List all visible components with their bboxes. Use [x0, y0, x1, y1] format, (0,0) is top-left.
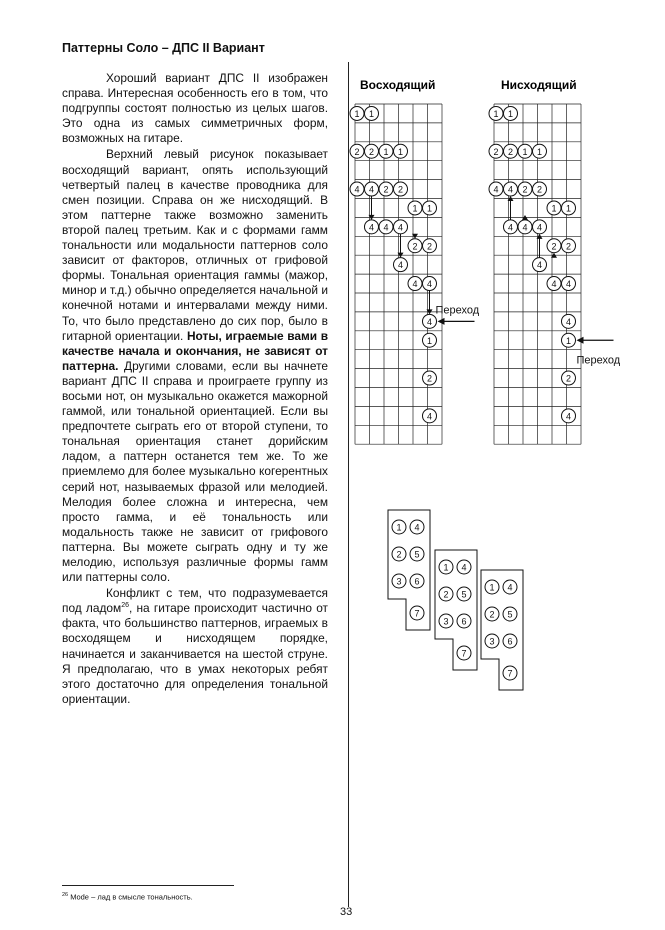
page-number: 33 — [340, 906, 353, 918]
descending-label: Нисходящий — [501, 78, 577, 92]
ascending-note — [423, 333, 437, 347]
descending-note — [547, 239, 561, 253]
ascending-label: Восходящий — [360, 78, 436, 92]
svg-text:1: 1 — [412, 203, 418, 214]
ascending-note — [394, 258, 408, 272]
descending-note — [504, 106, 518, 120]
ascending-note — [423, 239, 437, 253]
descending-note — [489, 144, 503, 158]
group-note — [503, 580, 517, 594]
note-group-2 — [435, 550, 477, 670]
svg-text:2: 2 — [426, 373, 433, 384]
descending-note — [518, 220, 532, 234]
ascending-note — [365, 220, 379, 234]
descending-note — [489, 182, 503, 196]
ascending-note — [350, 106, 364, 120]
descending-note — [562, 333, 576, 347]
group-note — [392, 547, 406, 561]
ascending-note — [379, 182, 393, 196]
svg-text:1: 1 — [368, 108, 375, 119]
svg-text:1: 1 — [396, 522, 402, 533]
paragraph-3-text-b: , на гитаре происходит частично от факта, что большинство паттернов, играемых в восходящем и нисходящем порядке, начинается и заканчивается на шестой струне. Я предполагаю, что в умах некоторых ребят этого достаточно для определения тональной ориентации. — [62, 601, 329, 706]
svg-text:6: 6 — [461, 616, 467, 627]
pattern-figure — [340, 64, 665, 714]
svg-text:4: 4 — [397, 222, 404, 233]
svg-text:4: 4 — [414, 522, 420, 533]
descending-note — [562, 314, 576, 328]
svg-text:2: 2 — [354, 146, 360, 157]
group-note — [392, 574, 406, 588]
svg-text:7: 7 — [507, 668, 513, 679]
descending-note — [489, 106, 503, 120]
svg-text:1: 1 — [489, 582, 495, 593]
svg-text:4: 4 — [551, 279, 557, 290]
svg-text:2: 2 — [565, 241, 572, 252]
descending-note — [504, 182, 518, 196]
group-note — [503, 666, 517, 680]
svg-text:1: 1 — [507, 108, 514, 119]
svg-text:4: 4 — [565, 279, 572, 290]
group-note — [457, 646, 471, 660]
svg-text:4: 4 — [412, 279, 418, 290]
ascending-note — [423, 314, 437, 328]
svg-text:4: 4 — [565, 316, 572, 327]
descending-note — [562, 201, 576, 215]
svg-text:1: 1 — [397, 146, 404, 157]
ascending-note — [408, 277, 422, 291]
ascending-note — [423, 277, 437, 291]
group-note — [503, 634, 517, 648]
svg-text:7: 7 — [461, 648, 467, 659]
svg-text:1: 1 — [354, 108, 360, 119]
ascending-note — [350, 144, 364, 158]
svg-text:2: 2 — [368, 146, 375, 157]
group-note — [503, 607, 517, 621]
svg-text:1: 1 — [565, 203, 572, 214]
descending-note — [533, 182, 547, 196]
descending-note — [504, 144, 518, 158]
descending-note — [562, 409, 576, 423]
svg-text:1: 1 — [551, 203, 557, 214]
svg-text:4: 4 — [507, 222, 514, 233]
paragraph-2-text-b: Другими словами, если вы начнете вариант ДПС II справа и проиграете группу из восьми нот, он музыкально окажется мажорной гаммой, или тональной ориентацией. Если вы предпочтете сыграть его от второй ступени, то тональная ориентация станет дорийским ладом, а паттерн останется тем же. То же приемлемо для более музыкально когерентных серий нот, называемых фразой или мелодией. Мелодия более сложна и интересна, чем просто гамма, и её тональность или модальность также не зависит от грифового паттерна. Вы можете сыграть одну и ту же мелодию, используя различные формы гамм или паттерны соло. — [62, 358, 328, 585]
group-note — [439, 587, 453, 601]
descending-note — [504, 220, 518, 234]
page-title: Паттерны Соло – ДПС II Вариант — [62, 41, 265, 55]
svg-text:4: 4 — [565, 411, 572, 422]
descending-note — [533, 258, 547, 272]
ascending-diagram — [350, 78, 480, 444]
svg-text:4: 4 — [426, 316, 433, 327]
group-note — [392, 520, 406, 534]
descending-transition-label: Переход — [576, 354, 621, 367]
descending-transition-arrow — [577, 337, 614, 344]
svg-text:4: 4 — [354, 184, 360, 195]
svg-text:4: 4 — [493, 184, 499, 195]
descending-note — [518, 144, 532, 158]
ascending-note — [394, 182, 408, 196]
descending-note — [562, 371, 576, 385]
svg-text:2: 2 — [397, 184, 404, 195]
ascending-note — [365, 182, 379, 196]
svg-text:2: 2 — [565, 373, 572, 384]
footnote-ref[interactable]: 26 — [121, 602, 129, 610]
svg-text:4: 4 — [536, 222, 543, 233]
svg-text:1: 1 — [565, 335, 572, 346]
svg-text:2: 2 — [536, 184, 543, 195]
svg-text:1: 1 — [383, 146, 389, 157]
descending-note — [547, 201, 561, 215]
group-note — [410, 606, 424, 620]
paragraph-2 — [62, 147, 328, 585]
ascending-note — [350, 182, 364, 196]
descending-note — [518, 182, 532, 196]
svg-text:4: 4 — [536, 260, 543, 271]
paragraph-2-text-a: Верхний левый рисунок показывает восходящий вариант, опять использующий четвертый палец в качестве проводника для смен позиции. Справа он же нисходящий. В этом паттерне также возможно заменить второй палец третьим. Как и с формами гамм тональности или модальности паттернов соло зависит от факторов, отличных от грифовой формы. Тональная ориентация гаммы (мажор, минор и т.д.) обычно определяется начальной и конечной нотами и интервалами между ними. То, что было представлено до сих пор, было в гитарной ориентации. — [62, 147, 328, 343]
svg-text:5: 5 — [461, 589, 467, 600]
ascending-note — [394, 220, 408, 234]
group-note — [439, 560, 453, 574]
svg-text:4: 4 — [383, 222, 389, 233]
svg-text:1: 1 — [426, 203, 433, 214]
svg-text:2: 2 — [396, 549, 402, 560]
group-note — [485, 634, 499, 648]
ascending-note — [423, 201, 437, 215]
group-note — [457, 560, 471, 574]
ascending-note — [394, 144, 408, 158]
ascending-note — [408, 239, 422, 253]
svg-text:2: 2 — [489, 609, 495, 620]
paragraph-3 — [62, 586, 328, 707]
ascending-note — [379, 144, 393, 158]
svg-text:6: 6 — [414, 576, 420, 587]
svg-text:3: 3 — [489, 636, 495, 647]
svg-text:2: 2 — [522, 184, 528, 195]
ascending-note — [365, 144, 379, 158]
svg-text:2: 2 — [493, 146, 499, 157]
group-note — [457, 614, 471, 628]
ascending-transition-label: Переход — [435, 304, 480, 317]
svg-text:4: 4 — [507, 184, 514, 195]
group-note — [485, 607, 499, 621]
group-note — [410, 574, 424, 588]
descending-note — [562, 239, 576, 253]
descending-note — [533, 144, 547, 158]
ascending-note — [365, 106, 379, 120]
svg-text:4: 4 — [368, 222, 375, 233]
svg-text:4: 4 — [397, 260, 404, 271]
paragraph-1: Хороший вариант ДПС II изображен справа. Интересная особенность его в том, что подгруппы состоят полностью из целых шагов. Это одна из самых симметричных форм, возможных на гитаре. — [62, 71, 328, 146]
svg-text:4: 4 — [507, 582, 513, 593]
svg-text:4: 4 — [426, 411, 433, 422]
footnote-divider — [62, 885, 234, 886]
svg-text:4: 4 — [522, 222, 528, 233]
svg-text:5: 5 — [507, 609, 513, 620]
note-group-3 — [481, 570, 523, 690]
svg-text:1: 1 — [443, 562, 449, 573]
note-group-1 — [388, 510, 430, 630]
svg-text:3: 3 — [443, 616, 449, 627]
svg-text:1: 1 — [536, 146, 543, 157]
ascending-note — [379, 220, 393, 234]
svg-text:7: 7 — [414, 608, 420, 619]
footnote — [62, 892, 193, 902]
footnote-text: Mode – лад в смысле тональность. — [70, 892, 193, 902]
svg-text:1: 1 — [493, 108, 499, 119]
ascending-note — [423, 409, 437, 423]
group-note — [457, 587, 471, 601]
descending-note — [562, 277, 576, 291]
footnote-number: 26 — [62, 892, 69, 898]
paragraph-2-bold: Ноты, играемые вами в качестве начала и окончания, не зависят от паттерна. — [62, 328, 329, 373]
descending-diagram — [489, 78, 621, 444]
ascending-transition-arrow — [438, 318, 475, 325]
svg-text:6: 6 — [507, 636, 513, 647]
note-groups — [388, 510, 523, 690]
group-note — [485, 580, 499, 594]
svg-text:4: 4 — [368, 184, 375, 195]
svg-text:2: 2 — [507, 146, 514, 157]
svg-text:2: 2 — [412, 241, 418, 252]
svg-text:2: 2 — [551, 241, 557, 252]
group-note — [439, 614, 453, 628]
svg-text:1: 1 — [522, 146, 528, 157]
svg-text:4: 4 — [426, 279, 433, 290]
svg-text:2: 2 — [443, 589, 449, 600]
group-note — [410, 547, 424, 561]
svg-text:1: 1 — [426, 335, 433, 346]
ascending-note — [408, 201, 422, 215]
ascending-note — [423, 371, 437, 385]
descending-note — [547, 277, 561, 291]
svg-text:4: 4 — [461, 562, 467, 573]
svg-text:5: 5 — [414, 549, 420, 560]
svg-text:3: 3 — [396, 576, 402, 587]
descending-note — [533, 220, 547, 234]
svg-text:2: 2 — [383, 184, 389, 195]
paragraph-3-text-a: Конфликт с тем, что подразумевается под ладом — [62, 586, 328, 616]
body-text — [62, 71, 328, 707]
svg-text:2: 2 — [426, 241, 433, 252]
group-note — [410, 520, 424, 534]
